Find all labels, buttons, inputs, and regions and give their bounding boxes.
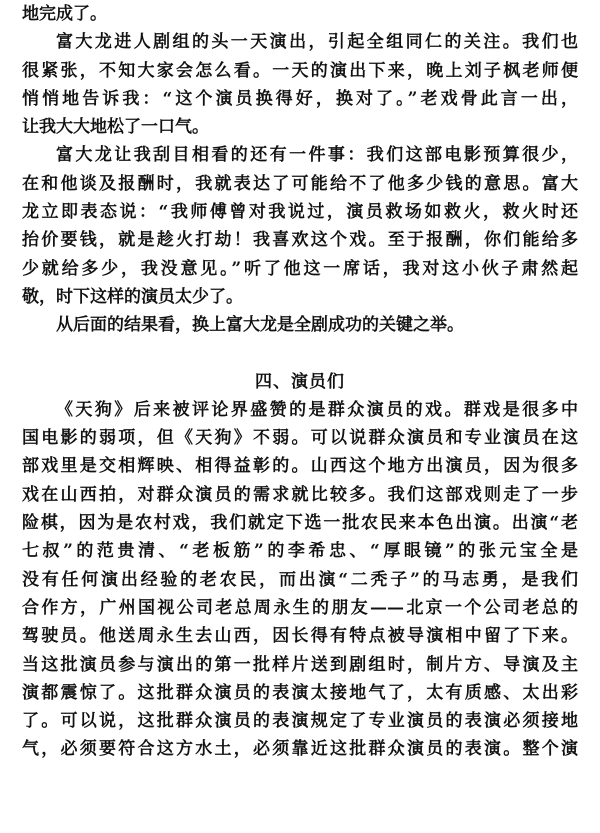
text-line: 抬价要钱，就是趁火打劫！我喜欢这个戏。至于报酬，你们能给多 [22,230,578,251]
paragraph-extras [22,396,578,764]
paragraph-continuation [22,0,578,28]
text-line: 悄悄地告诉我：“这个演员换得好，换对了。”老戏骨此言一出， [22,88,578,109]
paragraph-salary [22,141,578,311]
text-line: 富大龙让我刮目相看的还有一件事：我们这部电影预算很少， [56,145,578,166]
text-line: 龙立即表态说：“我师傅曾对我说过，演员救场如救火，救火时还 [22,202,578,223]
text-line: 气，必须要符合这方水土，必须靠近这批群众演员的表演。整个演 [22,739,578,760]
text-line: 从后面的结果看，换上富大龙是全剧成功的关键之举。 [56,315,464,336]
text-line: 在和他谈及报酬时，我就表达了可能给不了他多少钱的意思。富大 [22,173,578,194]
document-page [22,0,578,764]
text-line: 险棋，因为是农村戏，我们就定下选一批农民来本色出演。出演“老 [22,513,578,534]
text-line: 当这批演员参与演出的第一批样片送到剧组时，制片方、导演及主 [22,654,578,675]
text-line: 地完成了。 [22,4,107,24]
text-line: 没有任何演出经验的老农民，而出演“二秃子”的马志勇，是我们 [22,569,578,590]
text-line: 让我大大地松了一口气。 [22,117,209,138]
section-heading: 四、演员们 [255,371,345,392]
text-line: 了。可以说，这批群众演员的表演规定了专业演员的表演必须接地 [22,711,578,732]
paragraph-actor-joins [22,28,578,141]
text-line: 少就给多少，我没意见。”听了他这一席话，我对这小伙子肃然起 [22,258,578,279]
text-line: 《天狗》后来被评论界盛赞的是群众演员的戏。群戏是很多中 [56,399,578,420]
text-line: 七叔”的范贵清、“老板筋”的李希忠、“厚眼镜”的张元宝全是 [22,541,578,562]
text-line: 国电影的弱项，但《天狗》不弱。可以说群众演员和专业演员在这 [22,428,578,449]
text-line: 富大龙进人剧组的头一天演出，引起全组同仁的关注。我们也 [56,32,578,53]
paragraph-conclusion [22,311,578,339]
text-line: 合作方，广州国视公司老总周永生的朋友——北京一个公司老总的 [22,597,578,618]
text-line: 部戏里是交相辉映、相得益彰的。山西这个地方出演员，因为很多 [22,456,578,477]
text-line: 演都震惊了。这批群众演员的表演太接地气了，太有质感、太出彩 [22,682,578,703]
text-line: 戏在山西拍，对群众演员的需求就比较多。我们这部戏则走了一步 [22,484,578,505]
text-line: 驾驶员。他送周永生去山西，因长得有特点被导演相中留了下来。 [22,626,578,647]
text-line: 敬，时下这样的演员太少了。 [22,286,243,307]
section-spacer [22,340,578,368]
text-line: 很紧张，不知大家会怎么看。一天的演出下来，晚上刘子枫老师便 [22,60,578,81]
